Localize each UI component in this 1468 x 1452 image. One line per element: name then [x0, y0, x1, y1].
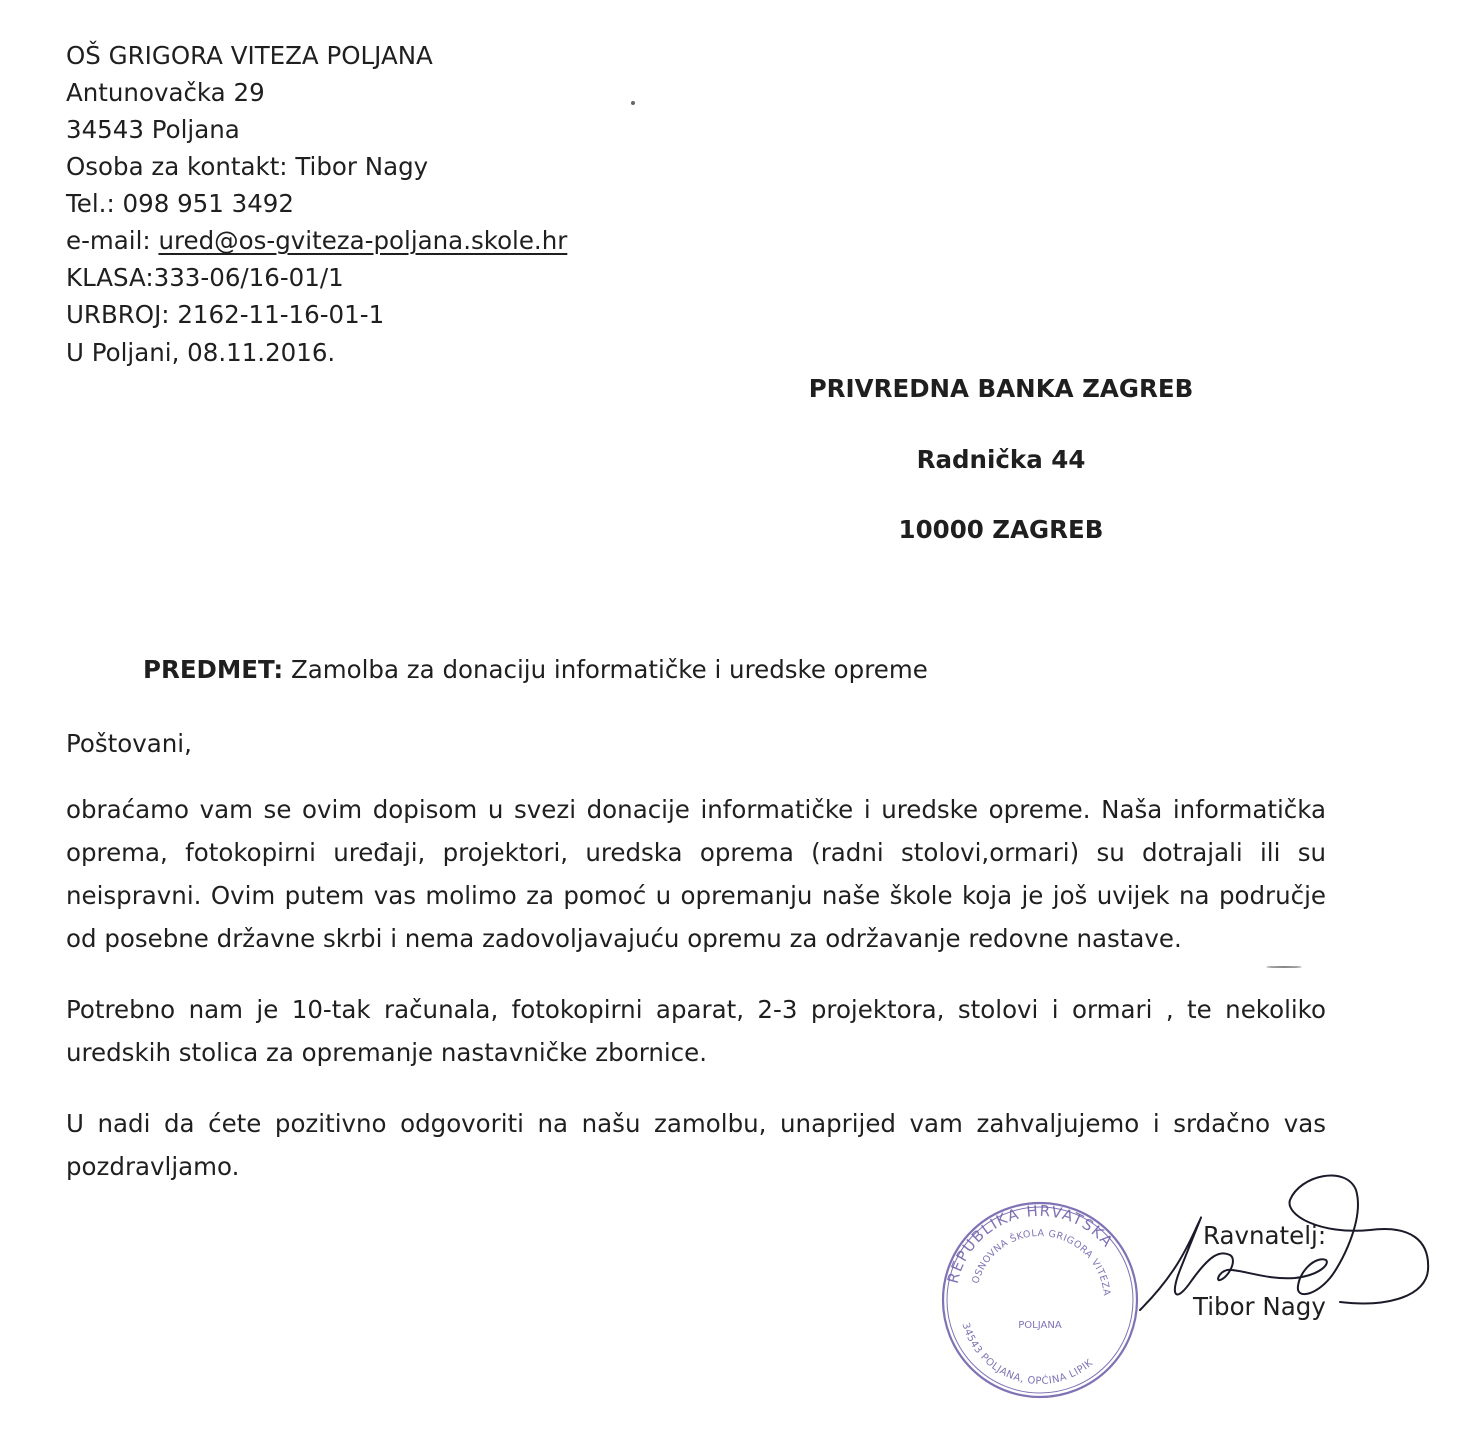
- sender-email-link[interactable]: ured@os-gviteza-poljana.skole.hr: [158, 226, 568, 255]
- scan-speck: [631, 101, 635, 105]
- subject-line: [143, 655, 928, 684]
- paragraph-line: neispravni. Ovim putem vas molimo za pomoć u opremanju naše škole koja je još uvijek na područje: [66, 881, 1326, 910]
- sender-phone: Tel.: 098 951 3492: [66, 189, 294, 218]
- paragraph-line: Potrebno nam je 10-tak računala, fotokopirni aparat, 2-3 projektora, stolovi i ormari , te nekoliko: [66, 995, 1326, 1024]
- body-paragraph-2: [66, 988, 1326, 1074]
- recipient-city: 10000 ZAGREB: [898, 515, 1104, 544]
- signature-name: Tibor Nagy: [1193, 1292, 1326, 1321]
- recipient-name: PRIVREDNA BANKA ZAGREB: [808, 374, 1194, 403]
- paragraph-line: obraćamo vam se ovim dopisom u svezi donacije informatičke i uredske opreme. Naša informatička: [66, 795, 1326, 824]
- scan-speck: [1266, 966, 1302, 968]
- sender-urbroj: URBROJ: 2162-11-16-01-1: [66, 300, 385, 329]
- stamp-inner-text: OSNOVNA ŠKOLA GRIGORA VITEZA: [970, 1227, 1112, 1297]
- paragraph-line: od posebne državne skrbi i nema zadovoljavajuću opremu za održavanje redovne nastave.: [66, 924, 1182, 953]
- salutation: Poštovani,: [66, 729, 192, 758]
- paragraph-line: uredskih stolica za opremanje nastavničke zbornice.: [66, 1038, 708, 1067]
- subject-text: Zamolba za donaciju informatičke i uredske opreme: [283, 655, 928, 684]
- subject-label: PREDMET:: [143, 655, 284, 684]
- stamp-bottom-text: 34543 POLJANA, OPĆINA LIPIK: [959, 1321, 1096, 1388]
- sender-place-date: U Poljani, 08.11.2016.: [66, 338, 336, 367]
- sender-contact: Osoba za kontakt: Tibor Nagy: [66, 152, 429, 181]
- sender-klasa: KLASA:333-06/16-01/1: [66, 263, 344, 292]
- paragraph-line: U nadi da ćete pozitivno odgovoriti na našu zamolbu, unaprijed vam zahvaljujemo i srdačno vas: [66, 1109, 1326, 1138]
- recipient-street: Radnička 44: [916, 445, 1086, 474]
- sender-street: Antunovačka 29: [66, 78, 265, 107]
- sender-city: 34543 Poljana: [66, 115, 240, 144]
- paragraph-line: oprema, fotokopirni uređaji, projektori, uredska oprema (radni stolovi,ormari) su dotrajali ili su: [66, 838, 1326, 867]
- sender-email-label: e-mail:: [66, 226, 159, 255]
- stamp-center-text: POLJANA: [1018, 1320, 1062, 1331]
- sender-school: OŠ GRIGORA VITEZA POLJANA: [66, 41, 433, 70]
- sender-email-line: [66, 226, 568, 255]
- paragraph-line: pozdravljamo.: [66, 1152, 240, 1181]
- official-stamp: [940, 1200, 1140, 1400]
- stamp-outer-text: REPUBLIKA HRVATSKA: [943, 1201, 1118, 1286]
- body-paragraph-1: [66, 788, 1326, 960]
- signature-title: Ravnatelj:: [1203, 1221, 1327, 1250]
